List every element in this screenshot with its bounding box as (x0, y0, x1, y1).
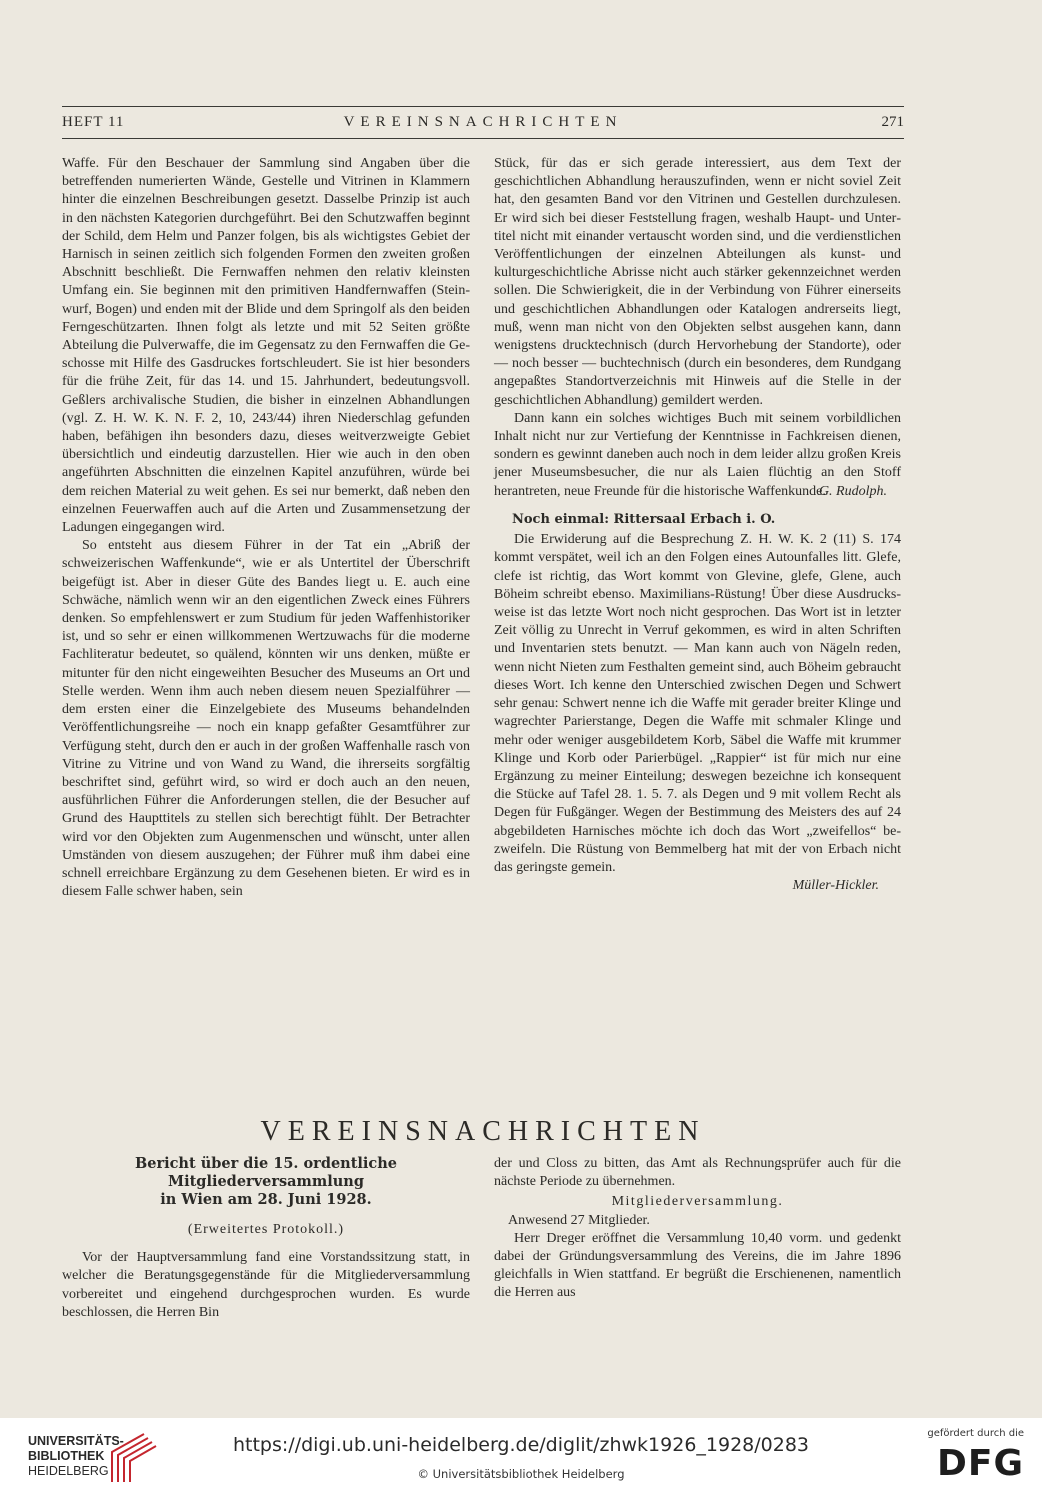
right-paragraph-3: Die Erwiderung auf die Besprechung Z. H. W. K. 2 (11) S. 174 kommt verspätet, weil ich an den Folgen eines Autounfalles litt. Glefe, clefe ist richtig, das Wort kommt von Glevine, glefe, Glene, auch Böheim schreibt ebenso. Maximilians-Rüstung! Über diese Ausdrucksweise ist das letzte Wort noch nicht gesprochen. Das Wort ist in letzter Zeit völlig zu Unrecht in Verruf gekommen, es wird in alten Schriften und Inventarien stets benutzt. — Man kann auch von Nägeln reden, wenn nicht Nieten zum Festhalten gemeint sind, auch Böheim gebraucht dieses Wort. Ich kenne den Unterschied zwischen Degen und Schwert sehr genau: Schwert nenne ich die Waffe mit gerader breiter Klinge und wagrechter Parierstange, Degen die Waffe mit schmaler Klinge und mehr oder weniger ausgebildetem Korb, Säbel die Waffe mit krummer Klinge und Korb oder Parierbügel. „Rappier“ ist für mich nur eine Ergänzung zu meiner Einteilung; deswegen bezeichne ich konsequent die Stücke auf Tafel 28. 1. 5. 7. als Degen und 9 mit vollem Recht als Degen für Fußgänger. Wegen der Bestimmung des Meisters des auf 24 abgebildeten Harnisches möchte ich doch das Wort „zweifellos“ bezweifeln. Die Rüstung von Bemmelberg hat mit der von Erbach nicht das geringste gemein. (494, 532, 901, 875)
section-right-column (494, 1155, 901, 1303)
section-left-column (62, 1155, 470, 1322)
permalink-url[interactable]: https://digi.ub.uni-heidelberg.de/diglit/zhwk1926_1928/0283 (232, 1434, 810, 1456)
dfg-sponsor[interactable] (924, 1428, 1024, 1488)
protocol-note: (Erweitertes Protokoll.) (187, 1222, 345, 1237)
dfg-caption: gefördert durch die (927, 1428, 1024, 1439)
article-subheading: Noch einmal: Rittersaal Erbach i. O. (512, 512, 776, 528)
section-left-paragraph: Vor der Hauptversammlung fand eine Vorstandssitzung statt, in welcher die Beratungsgegenstände für die Mitgliederversammlung vorbereitet und eingehend durchgesprochen wurden. Es wurde beschlossen, die Herren Bin (62, 1250, 470, 1320)
header-top-rule (62, 106, 904, 107)
dfg-logo: DFG (936, 1443, 1024, 1484)
right-column (494, 155, 901, 895)
library-name-line-2: BIBLIOTHEK (28, 1449, 105, 1463)
library-name-line-1: UNIVERSITÄTS- (28, 1434, 124, 1448)
section-right-paragraph: Herr Dreger eröffnet die Versammlung 10,40 vorm. und gedenkt dabei der Gründungsversammlung des Vereins, die im Jahre 1896 gleichfalls in Wien stattfand. Er begrüßt die Erschienenen, namentlich die Herren aus (494, 1230, 901, 1301)
issue-label: HEFT 11 (62, 114, 125, 130)
running-title: VEREINSNACHRICHTEN (343, 114, 623, 130)
report-title-line-1: Bericht über die 15. ordentliche Mitgliederversammlung (134, 1155, 398, 1190)
running-header (62, 114, 904, 136)
section-right-first: der und Closs zu bitten, das Amt als Rechnungsprüfer auch für die nächste Periode zu übernehmen. (494, 1156, 901, 1190)
report-title-line-2: in Wien am 28. Juni 1928. (160, 1191, 372, 1208)
signature-mueller-hickler: Müller-Hickler. (792, 878, 879, 894)
copyright-notice: © Universitätsbibliothek Heidelberg (417, 1467, 625, 1481)
meeting-heading: Mitgliederversammlung. (611, 1194, 784, 1210)
left-paragraph-1: Waffe. Für den Beschauer der Sammlung sind Angaben über die betreffenden numerierten Wände, Gestelle und Vitrinen in Klammern hinter die einzelnen Beschreibungen gesetzt. Dasselbe Prinzip ist auch in den nächsten Kategorien durchgeführt. Bei den Schutzwaffen beginnt der Schild, dem Helm und Panzer folgen, bis als wichtigstes Gebiet der Harnisch in seinen zeitlich sich folgenden Formen den zweiten großen Abschnitt beschließt. Die Fernwaffen nehmen den relativ kleinsten Umfang ein. Sie beginnen mit den primitiven Handfernwaffen (Steinwurf, Bogen) und enden mit der Blide und dem Springolf als den beiden Ferngeschützarten. Ihnen folgt als letzte und mit 52 Seiten größte Abteilung die Pulverwaffe, die im Gegensatz zu den Fernwaffen die Geschosse mit Hilfe des Gasdruckes fortschleudert. Sie ist hier besonders für die frühe Zeit, für das 14. und 15. Jahrhundert, bedeutungsvoll. Geßlers archivalische Studien, die bisher in einzelnen Abhandlungen (vgl. Z. H. W. K. N. F. 2, 10, 243/44) ihren Niederschlag gefunden haben, befähigen ihn besonders dazu, dieses weitverzweigte Gebiet übersichtlich und eindeutig darzustellen. Hier wie auch in den oben angeführten Abschnitten die einzelnen Kapitel anzuführen, würde bei dem reichen Material zu weit gehen. Es sei nur bemerkt, daß neben den einzelnen Feuerwaffen auch auf die Arten und Zusammensetzung der Ladungen eingegangen wird. (62, 156, 470, 536)
right-paragraph-2: Dann kann ein solches wichtiges Buch mit seinem vorbildlichen Inhalt nicht nur zur Vertiefung der Kenntnisse in Fachkreisen dienen, sondern es gewinnt daneben auch noch in dem leider allzu großen Kreis jener Museumsbesucher, die nur als Laien flüchtig an den Stoff herantreten, neue Freunde für die historische Waffenkunde. (494, 410, 901, 499)
section-title: VEREINSNACHRICHTEN (260, 1116, 706, 1147)
signature-rudolph: G. Rudolph. (818, 483, 887, 499)
attendance-line: Anwesend 27 Mitglieder. (508, 1212, 650, 1228)
left-paragraph-2: So entsteht aus diesem Führer in der Tat ein „Abriß der schweizerischen Waffenkunde“, wie er als Untertitel der Überschrift beigefügt ist. Aber in dieser Güte des Bandes liegt u. E. auch eine Schwäche, nämlich wenn wir an den eigentlichen Zweck eines Führers denken. So empfehlenswert er zum Studium für jeden Waffenhistoriker ist, und so sehr er einen willkommenen Wertzuwachs für die moderne Fachliteratur bedeutet, so quälend, könnten wir uns denken, müßte er mitunter für den nicht eingeweihten Besucher des Museums an Ort und Stelle werden. Wenn ihm auch neben diesem neuen Spezialführer — dem ersten einer die Einzelgebiete des Museums behandelnden Veröffentlichungsreihe — noch ein knapp gefaßter Gesamtführer zur Verfügung steht, durch den er auch in der großen Waffenhalle rasch von Vitrine zu Vitrine und von Wand zu Wand, die ihrerseits sorgfältig beschriftet sind, geführt wird, so wird er doch auch an den neuen, ausführlichen Führer die Anforderungen stellen, die der Besucher auf Grund des Haupttitels zu stellen sich berechtigt fühlt. Der Betrachter wird vor den Objekten zum Augenmenschen und wünscht, unter allen Umständen von diesem auszugehen; der Führer muß ihm dabei eine schnell erreichbare Ergänzung zu dem Gesehenen bieten. Er wird es in diesem Falle schwer haben, sein (62, 538, 470, 900)
right-paragraph-1: Stück, für das er sich gerade interessiert, aus dem Text der geschichtlichen Abhandlung herauszufinden, wenn er nicht soviel Zeit hat, den gesamten Band vor den Vitrinen und Gestellen durchzulesen. Er wird sich bei dieser Feststellung fragen, weshalb Haupt- und Untertitel nicht mit einander vertauscht worden sind, und die verdienstlichen Veröffentlichungen der einzelnen Abteilungen als kunst- und kulturgeschichtliche Abrisse nicht auch stärker gekennzeichnet werden sollen. Die Schwierigkeit, die in der Verbindung von Führer einerseits und geschichtlichen Abhandlungen oder Katalogen andrerseits liegt, muß, wenn man nicht von den Objekten selbst ausgehen kann, dann wenigstens drucktechnisch (durch Hervorhebung der Standorte), oder — noch besser — buchtechnisch (durch ein besonderes, dem Rundgang angepaßtes Standortverzeichnis mit Hinweis auf die Stelle in der geschichtlichen Abhandlung) gemildert werden. (494, 156, 901, 408)
header-bottom-rule (62, 138, 904, 139)
library-name-line-3: HEIDELBERG (28, 1464, 109, 1478)
left-column (62, 155, 470, 901)
report-title (62, 1155, 470, 1209)
page-number: 271 (881, 114, 904, 130)
